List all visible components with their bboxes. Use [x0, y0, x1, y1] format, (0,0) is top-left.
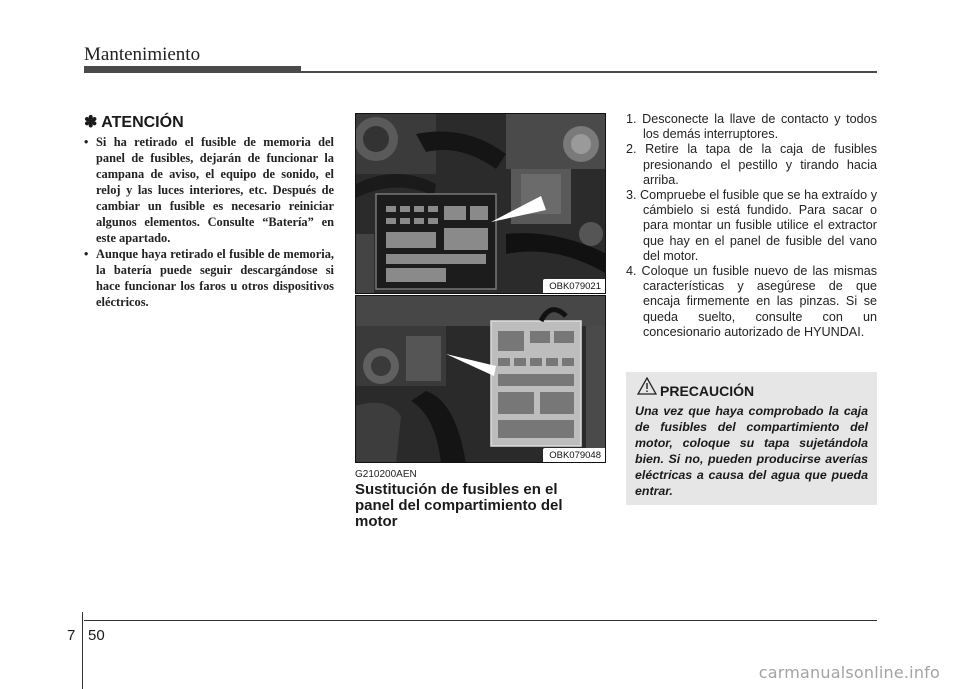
precaution-title: PRECAUCIÓN [660, 383, 755, 399]
header-thick-rule [84, 66, 301, 73]
procedure-steps [626, 112, 877, 340]
page-number: 50 [88, 627, 105, 644]
procedure-step: 4. Coloque un fusible nuevo de las mismas características y asegúrese de que encaja firmemente en las pinzas. Si se queda suelto, consulte con un concesionario autorizado de HYUNDAI. [626, 264, 877, 339]
procedure-step: 2. Retire la tapa de la caja de fusibles presionando el pestillo y tirando hacia arriba. [626, 142, 877, 187]
watermark-text: carmanualsonline.info [758, 663, 940, 682]
page-header-title: Mantenimiento [84, 44, 201, 65]
footer-horizontal-rule [84, 620, 877, 621]
section-title: Sustitución de fusibles en el panel del compartimiento del motor [355, 481, 563, 530]
chapter-number: 7 [67, 627, 76, 644]
attention-list [84, 134, 334, 310]
procedure-step: 1. Desconecte la llave de contacto y todos los demás interruptores. [626, 112, 877, 142]
attention-item: • Si ha retirado el fusible de memoria del panel de fusibles, dejarán de funcionar la campana de aviso, el equipo de sonido, el reloj y las luces interiores, etc. Después de cambiar un fusible es necesario reiniciar algunos elementos. Consulte “Batería” en este apartado. [84, 134, 334, 246]
attention-item: • Aunque haya retirado el fusible de memoria, la batería puede seguir descargándose si hace funcionar los faros u otros dispositivos eléctricos. [84, 246, 334, 310]
engine-fuse-box-photo [355, 113, 606, 294]
engine-bay-illustration [356, 114, 606, 294]
procedure-step: 3. Compruebe el fusible que se ha extraído y cámbielo si está fundido. Para sacar o para montar un fusible utilice el extractor que hay en el panel de fusible del vano del motor. [626, 188, 877, 263]
photo-code-label: OBK079048 [543, 448, 605, 462]
photo-code-label: OBK079021 [543, 279, 605, 293]
section-code: G210200AEN [355, 469, 417, 480]
warning-triangle-icon [637, 377, 657, 395]
fuse-panel-illustration [356, 296, 606, 463]
precaution-text: Una vez que haya comprobado la caja de fusibles del compartimiento del motor, coloque su tapa sujetándola bien. Si no, pueden producirse averías eléctricas a causa del agua que pueda entrar. [635, 404, 868, 498]
attention-heading: ✽ ATENCIÓN [84, 114, 184, 131]
header-thin-rule [301, 71, 877, 73]
fuse-panel-open-photo [355, 295, 606, 463]
